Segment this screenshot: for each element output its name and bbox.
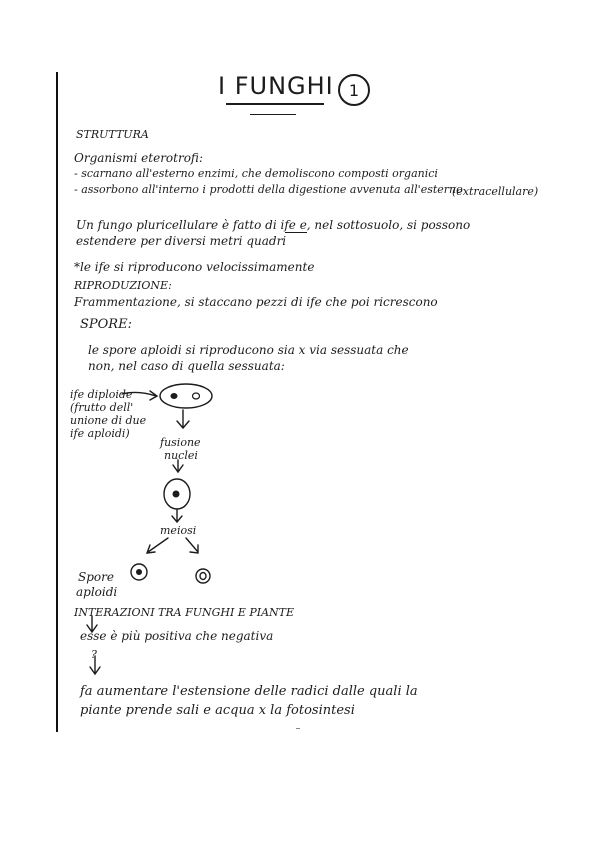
ife-label-arrow: [122, 391, 157, 400]
ife-diploide-label-4: ife aploidi): [70, 427, 130, 440]
struttura-line-6: *le ife si riproducono velocissimamente: [74, 260, 315, 274]
frammentazione-line: Frammentazione, si staccano pezzi di ife che poi ricrescono: [74, 295, 438, 309]
interazioni-question: ?: [91, 648, 97, 661]
meiosis-branch-left: [147, 538, 168, 553]
diploid-nucleus-empty: [193, 393, 200, 399]
page-number: 1: [348, 80, 360, 100]
diploid-nucleus-filled: [171, 393, 178, 399]
arrow-to-fusione: [177, 410, 189, 428]
struttura-line-4: Un fungo pluricellulare è fatto di ife e, nel sottosuolo, si possono: [76, 218, 471, 232]
interazioni-line-2: fa aumentare l'estensione delle radici dalle quali la: [80, 684, 418, 699]
struttura-line-2: - scarnano all'esterno enzimi, che demoliscono composti organici: [74, 167, 438, 180]
interazioni-line-1: esse è più positiva che negativa: [80, 629, 274, 643]
spore-heading: SPORE:: [80, 317, 132, 332]
riproduzione-heading: RIPRODUZIONE:: [74, 279, 172, 292]
arrow-to-meiosi: [172, 510, 182, 522]
ife-diploide-label-2: (frutto dell': [70, 401, 134, 414]
page-title: I FUNGHI: [218, 72, 334, 100]
struttura-line-5: estendere per diversi metri quadri: [76, 234, 287, 248]
fusione-label-2: nuclei: [164, 449, 198, 462]
spore-cell-right: [196, 569, 210, 583]
interazioni-heading: INTERAZIONI TRA FUNGHI E PIANTE: [74, 606, 295, 619]
ife-diploide-label-1: ife diploide: [70, 388, 133, 401]
spore-line-2: non, nel caso di quella sessuata:: [88, 359, 285, 373]
interazioni-line-3: piante prende sali e acqua x la fotosintesi: [80, 703, 355, 718]
meiosis-branch-right: [186, 538, 198, 553]
struttura-line-3b: (extracellulare): [452, 185, 539, 198]
struttura-heading: STRUTTURA: [76, 128, 149, 141]
diploid-hypha-cell: [160, 384, 212, 408]
spore-left-nucleus: [136, 569, 142, 575]
ife-diploide-label-3: unione di due: [70, 414, 147, 427]
zygote-nucleus: [173, 491, 180, 498]
spore-right-inner: [200, 573, 206, 580]
struttura-line-3: - assorbono all'interno i prodotti della digestione avvenuta all'esterno: [74, 183, 463, 196]
stray-mark: [296, 728, 300, 729]
spore-aploidi-label-1: Spore: [78, 570, 114, 584]
spore-line-1: le spore aploidi si riproducono sia x via sessuata che: [88, 343, 409, 357]
spore-aploidi-label-2: aploidi: [76, 585, 118, 599]
meiosi-label: meiosi: [160, 524, 197, 537]
arrow-to-zygote: [173, 460, 183, 472]
fusione-label-1: fusione: [160, 436, 201, 449]
struttura-line-1: Organismi eterotrofi:: [74, 151, 203, 165]
